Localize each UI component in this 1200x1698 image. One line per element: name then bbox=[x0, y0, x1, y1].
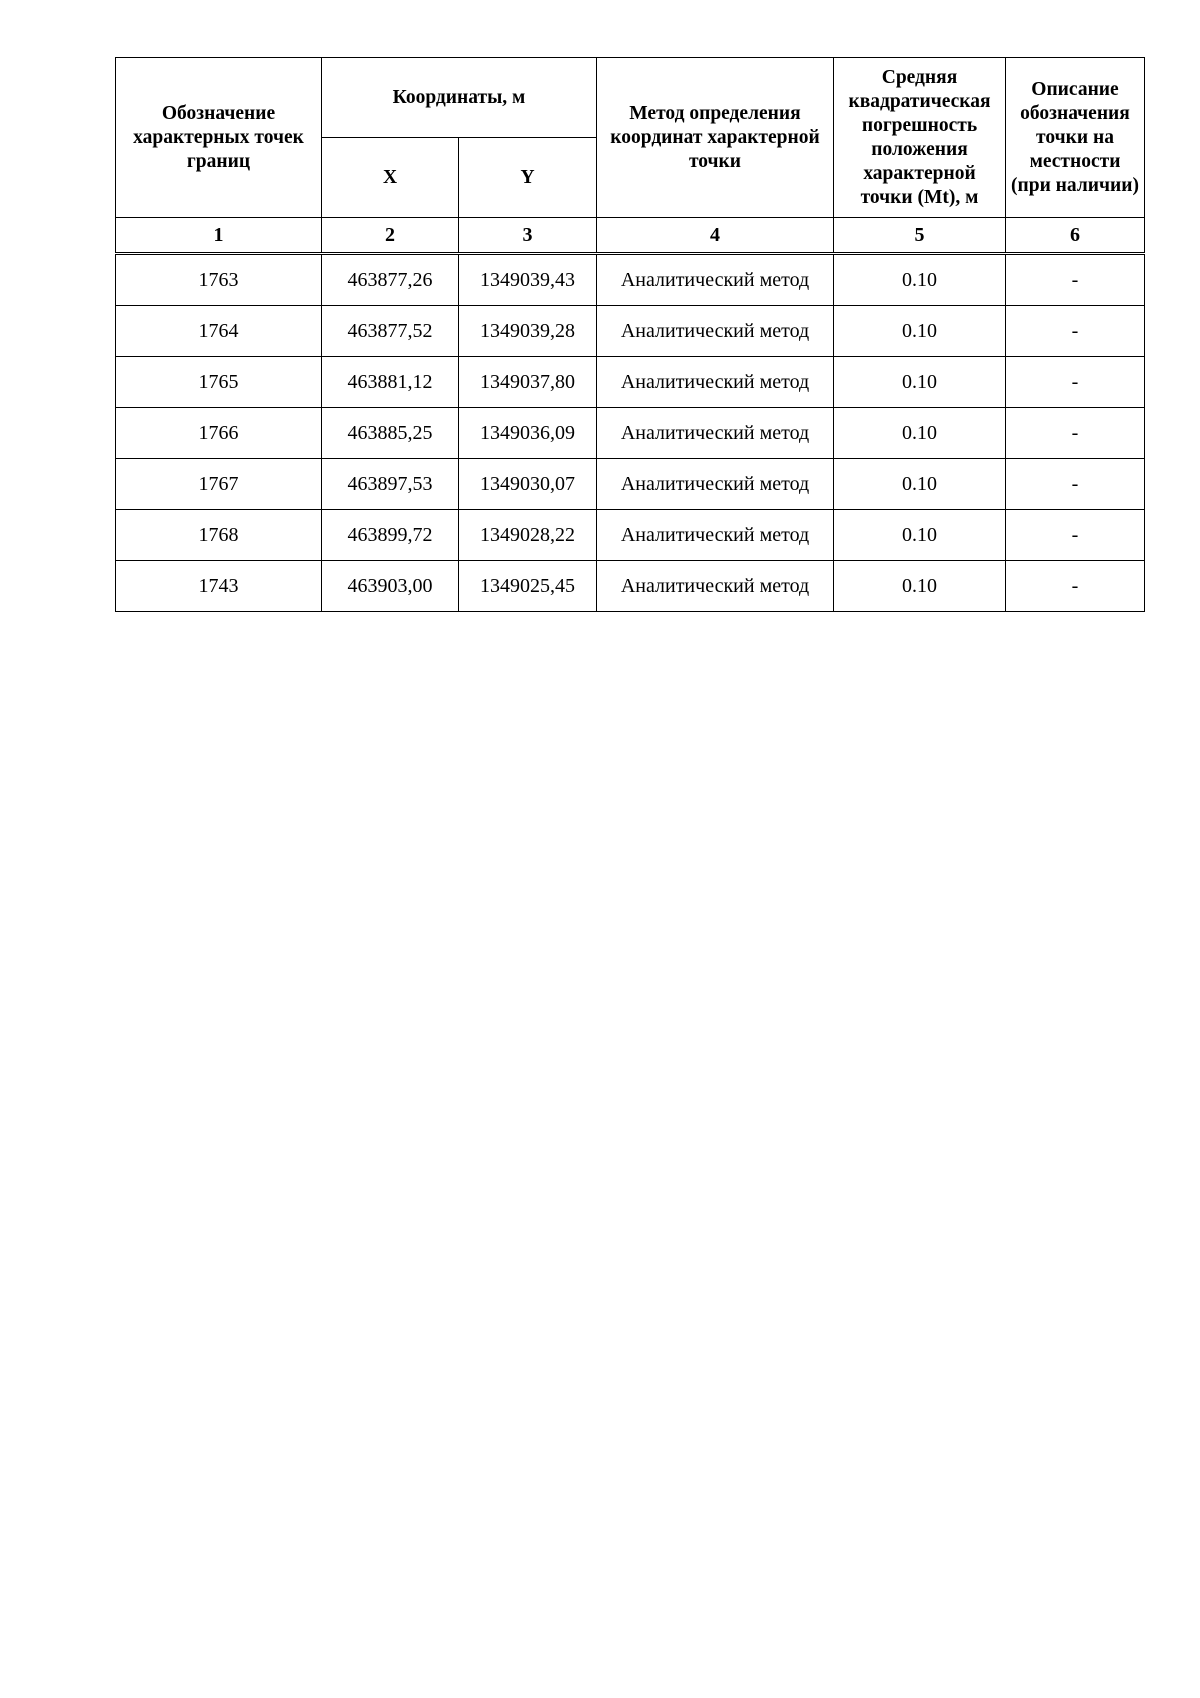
column-number: 1 bbox=[116, 218, 322, 253]
cell-x: 463877,26 bbox=[322, 255, 459, 306]
cell-method: Аналитический метод bbox=[597, 357, 834, 408]
cell-description: - bbox=[1006, 255, 1145, 306]
cell-y: 1349025,45 bbox=[459, 561, 597, 612]
cell-mt: 0.10 bbox=[834, 357, 1006, 408]
header-mean-error: Средняя квадратическая погрешность положения характерной точки (Mt), м bbox=[834, 58, 1006, 218]
cell-mt: 0.10 bbox=[834, 306, 1006, 357]
table-row bbox=[116, 561, 1145, 612]
cell-method: Аналитический метод bbox=[597, 408, 834, 459]
table-row bbox=[116, 459, 1145, 510]
header-coordinates: Координаты, м bbox=[322, 58, 597, 138]
cell-point: 1764 bbox=[116, 306, 322, 357]
cell-y: 1349028,22 bbox=[459, 510, 597, 561]
cell-mt: 0.10 bbox=[834, 459, 1006, 510]
column-number: 6 bbox=[1006, 218, 1145, 253]
cell-description: - bbox=[1006, 408, 1145, 459]
header-description: Описание обозначения точки на местности (при наличии) bbox=[1006, 58, 1145, 218]
cell-point: 1763 bbox=[116, 255, 322, 306]
cell-y: 1349039,43 bbox=[459, 255, 597, 306]
cell-method: Аналитический метод bbox=[597, 306, 834, 357]
cell-method: Аналитический метод bbox=[597, 459, 834, 510]
cell-x: 463881,12 bbox=[322, 357, 459, 408]
cell-method: Аналитический метод bbox=[597, 561, 834, 612]
cell-point: 1767 bbox=[116, 459, 322, 510]
cell-mt: 0.10 bbox=[834, 408, 1006, 459]
cell-method: Аналитический метод bbox=[597, 510, 834, 561]
table-row bbox=[116, 255, 1145, 306]
column-number: 3 bbox=[459, 218, 597, 253]
header-x: X bbox=[322, 138, 459, 218]
cell-y: 1349036,09 bbox=[459, 408, 597, 459]
header-y: Y bbox=[459, 138, 597, 218]
cell-description: - bbox=[1006, 306, 1145, 357]
cell-description: - bbox=[1006, 459, 1145, 510]
cell-point: 1765 bbox=[116, 357, 322, 408]
header-point-designation: Обозначение характерных точек границ bbox=[116, 58, 322, 218]
header-method: Метод определения координат характерной точки bbox=[597, 58, 834, 218]
cell-y: 1349039,28 bbox=[459, 306, 597, 357]
column-number: 5 bbox=[834, 218, 1006, 253]
table-row bbox=[116, 510, 1145, 561]
cell-point: 1768 bbox=[116, 510, 322, 561]
cell-x: 463885,25 bbox=[322, 408, 459, 459]
cell-point: 1766 bbox=[116, 408, 322, 459]
cell-x: 463899,72 bbox=[322, 510, 459, 561]
cell-description: - bbox=[1006, 357, 1145, 408]
table-row bbox=[116, 408, 1145, 459]
cell-x: 463903,00 bbox=[322, 561, 459, 612]
cell-description: - bbox=[1006, 510, 1145, 561]
cell-y: 1349030,07 bbox=[459, 459, 597, 510]
cell-description: - bbox=[1006, 561, 1145, 612]
column-number: 4 bbox=[597, 218, 834, 253]
cell-point: 1743 bbox=[116, 561, 322, 612]
table-header bbox=[115, 57, 1145, 253]
column-number: 2 bbox=[322, 218, 459, 253]
table-body bbox=[115, 254, 1145, 612]
table-row bbox=[116, 306, 1145, 357]
cell-mt: 0.10 bbox=[834, 561, 1006, 612]
cell-x: 463877,52 bbox=[322, 306, 459, 357]
cell-method: Аналитический метод bbox=[597, 255, 834, 306]
cell-mt: 0.10 bbox=[834, 255, 1006, 306]
table-row bbox=[116, 357, 1145, 408]
cell-mt: 0.10 bbox=[834, 510, 1006, 561]
cell-y: 1349037,80 bbox=[459, 357, 597, 408]
cell-x: 463897,53 bbox=[322, 459, 459, 510]
